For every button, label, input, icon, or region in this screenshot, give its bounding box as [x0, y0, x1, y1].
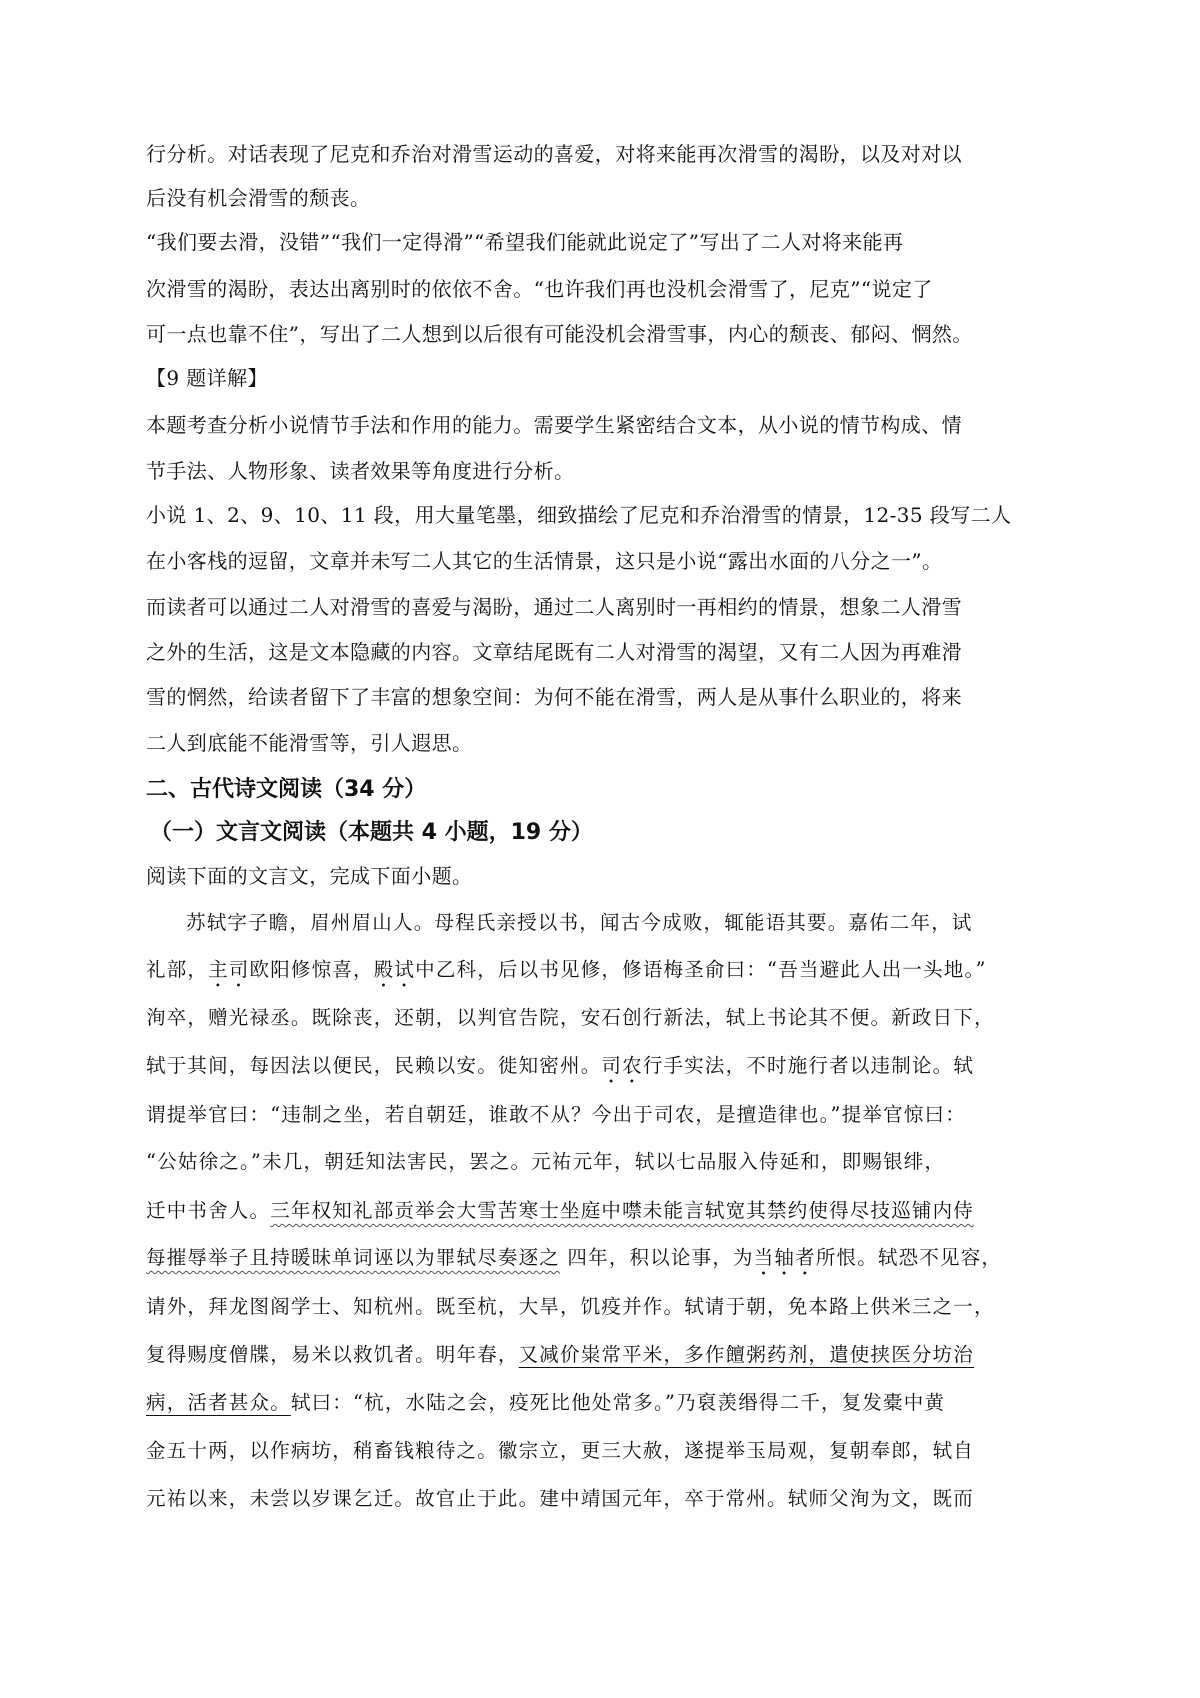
passage-text: 礼部， [146, 958, 209, 981]
passage-text: 轼曰：“杭，水陆之会，疫死比他处常多。”乃裒羡缗得二千，复发橐中黄 [290, 1391, 946, 1414]
passage-line: “公姑徐之。”未几，朝廷知法害民，罢之。元祐元年，轼以七品服入侍延和，即赐银绯， [146, 1150, 946, 1173]
reading-instruction: 阅读下面的文言文，完成下面小题。 [146, 864, 473, 888]
passage-line: 元祐以来，未尝以岁课乞迁。故官止于此。建中靖国元年，卒于常州。轼师父洵为文，既而 [146, 1487, 975, 1510]
analysis-line: 行分析。对话表现了尼克和乔治对滑雪运动的喜爱，对将来能再次滑雪的渴盼，以及对对以 [146, 142, 962, 166]
section-heading: 二、古代诗文阅读（34 分） [146, 777, 427, 802]
passage-line [146, 1242, 1002, 1280]
analysis-line: 在小客栈的逗留，文章并未写二人其它的生活情景，这只是小说“露出水面的八分之一”。 [146, 549, 943, 573]
analysis-line: “我们要去滑，没错”“我们一定得滑”“希望我们能就此说定了”写出了二人对将来能再 [146, 230, 904, 254]
passage-line: 苏轼字子瞻，眉州眉山人。母程氏亲授以书，闻古今成败，辄能语其要。嘉佑二年，试 [186, 911, 973, 934]
passage-line [146, 1195, 974, 1223]
wavy-underlined-sentence: 每摧辱举子且持暖昧单词诬以为罪轼尽奏逐之 [146, 1246, 561, 1269]
passage-line [146, 1339, 974, 1367]
passage-text: 中乙科，后以书见修，修语梅圣俞曰：“吾当避此人出一头地。” [415, 958, 987, 981]
passage-line: 洵卒，赠光禄丞。既除丧，还朝，以判官告院，安石创行新法，轼上书论其不便。新政日下， [146, 1006, 995, 1029]
passage-text: 轼于其间，每因法以便民，民赖以安。徙知密州。 [146, 1054, 602, 1077]
subsection-heading: （一）文言文阅读（本题共 4 小题，19 分） [150, 820, 593, 845]
question-9-header: 【9 题详解】 [146, 366, 268, 390]
passage-line [146, 1050, 974, 1088]
analysis-line: 之外的生活，这是文本隐藏的内容。文章结尾既有二人对滑雪的渴望，又有二人因为再难滑 [146, 640, 962, 664]
passage-text: 所恨。轼恐不见容， [815, 1246, 1003, 1269]
analysis-line: 次滑雪的渴盼，表达出离别时的依依不舍。“也许我们再也没机会滑雪了，尼克”“说定了 [146, 277, 933, 301]
analysis-line: 二人到底能不能滑雪等，引人遐思。 [146, 731, 473, 755]
passage-text: 行手实法，不时施行者以违制论。轼 [642, 1054, 975, 1077]
marked-word: 殿试 [373, 958, 416, 981]
analysis-line: 本题考查分析小说情节手法和作用的能力。需要学生紧密结合文本，从小说的情节构成、情 [146, 413, 962, 437]
analysis-line: 节手法、人物形象、读者效果等角度进行分析。 [146, 459, 575, 483]
underlined-sentence: 病，活者甚众。 [146, 1391, 291, 1414]
marked-word: 当轴者 [753, 1246, 816, 1269]
marked-word: 主司 [208, 958, 250, 981]
analysis-line: 后没有机会滑雪的颓丧。 [146, 186, 371, 210]
passage-text: 欧阳修惊喜， [249, 958, 374, 981]
passage-text: 迁中书舍人。 [146, 1199, 271, 1222]
passage-line: 谓提举官曰：“违制之坐，若自朝廷，谁敢不从？今出于司农，是擅造律也。”提举官惊曰： [146, 1103, 966, 1126]
analysis-line: 可一点也靠不住”，写出了二人想到以后很有可能没机会滑雪事，内心的颓丧、郁闷、惘然。 [146, 322, 973, 346]
passage-line: 请外，拜龙图阁学士、知杭州。既至杭，大旱，饥疫并作。轼请于朝，免本路上供米三之一， [146, 1295, 995, 1318]
wavy-underlined-sentence: 三年权知礼部贡举会大雪苦寒士坐庭中噤未能言轼宽其禁约使得尽技巡铺内侍 [270, 1199, 975, 1222]
passage-line [146, 1387, 945, 1415]
passage-line: 金五十两，以作病坊，稍畜钱粮待之。徽宗立，更三大赦，遂提举玉局观，复朝奉郎，轼自 [146, 1439, 975, 1462]
underlined-sentence: 又减价粜常平米，多作饘粥药剂，遣使挟医分坊治 [518, 1343, 975, 1366]
analysis-line: 而读者可以通过二人对滑雪的喜爱与渴盼，通过二人离别时一再相约的情景，想象二人滑雪 [146, 595, 962, 619]
analysis-line: 小说 1、2、9、10、11 段，用大量笔墨，细致描绘了尼克和乔治滑雪的情景，12-35 段写二人 [146, 503, 1012, 527]
analysis-line: 雪的惘然，给读者留下了丰富的想象空间：为何不能在滑雪，两人是从事什么职业的，将来 [146, 685, 962, 709]
passage-text: 四年，积以论事，为 [560, 1246, 754, 1269]
passage-line [146, 954, 987, 992]
marked-word: 司农 [601, 1054, 643, 1077]
passage-text: 复得赐度僧牒，易米以救饥者。明年春， [146, 1343, 519, 1366]
